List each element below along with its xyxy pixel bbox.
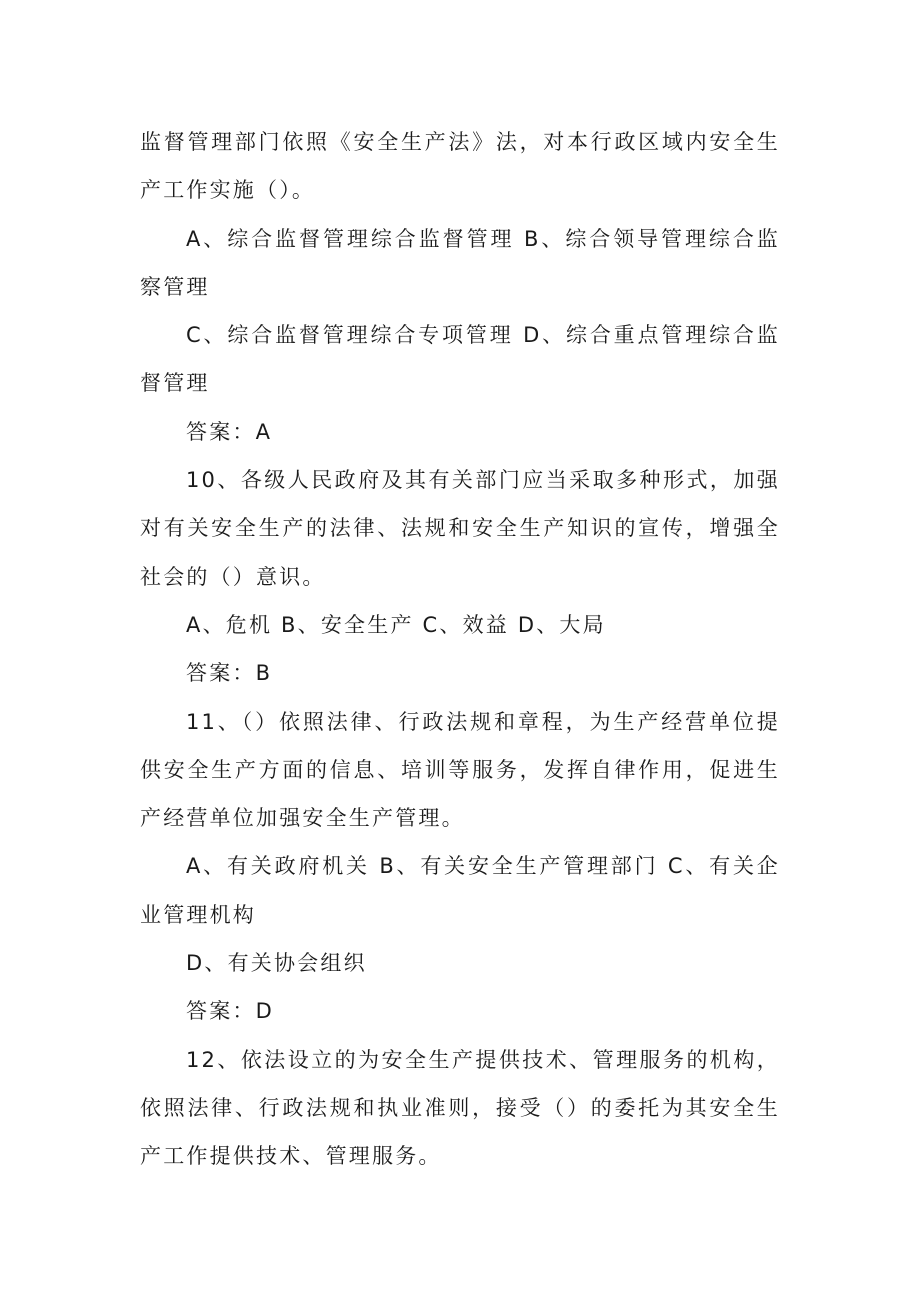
paragraph-q9-options-ab: A、综合监督管理综合监督管理 B、综合领导管理综合监察管理 bbox=[140, 226, 780, 299]
paragraph-question-11: 11、（）依照法律、行政法规和章程，为生产经营单位提供安全生产方面的信息、培训等服务，发挥自律作用，促进生产经营单位加强安全生产管理。 bbox=[140, 709, 780, 831]
paragraph-question-9-continued: 监督管理部门依照《安全生产法》法，对本行政区域内安全生产工作实施（）。 bbox=[140, 130, 780, 203]
paragraph-question-10: 10、各级人民政府及其有关部门应当采取多种形式，加强对有关安全生产的法律、法规和安全生产知识的宣传，增强全社会的（）意识。 bbox=[140, 468, 780, 589]
paragraph-q10-options: A、危机 B、安全生产 C、效益 D、大局 bbox=[186, 612, 606, 637]
document-page bbox=[140, 118, 780, 1181]
paragraph-q10-answer: 答案：B bbox=[186, 661, 273, 686]
paragraph-question-12: 12、依法设立的为安全生产提供技术、管理服务的机构，依照法律、行政法规和执业准则，接受（）的委托为其安全生产工作提供技术、管理服务。 bbox=[140, 1047, 780, 1169]
paragraph-q11-option-d: D、有关协会组织 bbox=[186, 951, 367, 976]
paragraph-q11-answer: 答案：D bbox=[186, 999, 274, 1024]
paragraph-q9-answer: 答案：A bbox=[186, 419, 273, 444]
paragraph-q9-options-cd: C、综合监督管理综合专项管理 D、综合重点管理综合监督管理 bbox=[140, 323, 780, 396]
paragraph-q11-options-abc: A、有关政府机关 B、有关安全生产管理部门 C、有关企业管理机构 bbox=[140, 854, 780, 927]
